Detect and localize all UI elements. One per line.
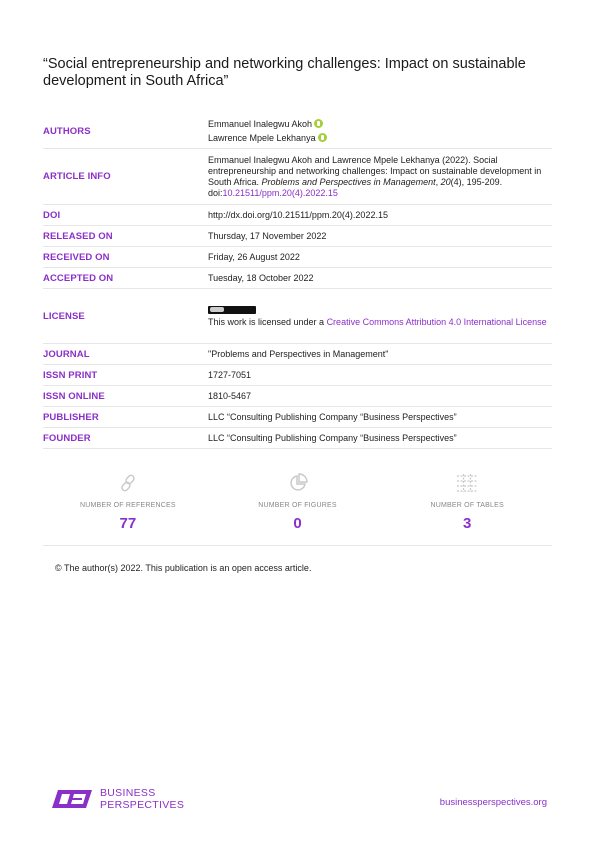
publisher-row bbox=[43, 407, 552, 428]
received-value: Friday, 26 August 2022 bbox=[208, 251, 300, 262]
released-row bbox=[43, 226, 552, 247]
license-value: This work is licensed under a Creative Commons Attribution 4.0 International License bbox=[208, 299, 552, 333]
figures-count: 0 bbox=[293, 515, 302, 532]
author-name[interactable]: Emmanuel Inalegwu Akoh bbox=[208, 119, 313, 129]
authors-row bbox=[43, 115, 552, 149]
issn-online-label: ISSN ONLINE bbox=[43, 390, 105, 402]
business-perspectives-logo-icon bbox=[50, 786, 94, 812]
released-label: RELEASED ON bbox=[43, 230, 113, 242]
tables-label: NUMBER OF TABLES bbox=[430, 502, 504, 509]
released-value: Thursday, 17 November 2022 bbox=[208, 230, 327, 241]
founder-row bbox=[43, 428, 552, 449]
accepted-label: ACCEPTED ON bbox=[43, 272, 114, 284]
accepted-row bbox=[43, 268, 552, 289]
founder-value: LLC “Consulting Publishing Company “Business Perspectives” bbox=[208, 432, 457, 443]
references-stat bbox=[43, 470, 213, 545]
footer-website-link[interactable]: businessperspectives.org bbox=[439, 797, 547, 808]
logo-line-1: BUSINESS bbox=[100, 787, 156, 799]
issn-print-label: ISSN PRINT bbox=[43, 369, 98, 381]
references-count: 77 bbox=[119, 515, 137, 532]
references-label: NUMBER OF REFERENCES bbox=[79, 502, 176, 509]
figures-stat bbox=[213, 470, 383, 545]
table-grid-icon bbox=[454, 470, 480, 496]
pie-chart-icon bbox=[285, 470, 311, 496]
accepted-value: Tuesday, 18 October 2022 bbox=[208, 272, 314, 283]
journal-value: "Problems and Perspectives in Management" bbox=[208, 348, 389, 359]
article-info-value: Emmanuel Inalegwu Akoh and Lawrence Mpele Lekhanya (2022). Social entrepreneurship and networking challenges: Impact on sustainable development in South Africa. Problems and Perspectives in Management, 20(4), 195-209. doi:10.21511/ppm.20(4).2022.15 bbox=[208, 154, 542, 198]
business-perspectives-logo[interactable] bbox=[50, 786, 184, 812]
doi-value[interactable]: http://dx.doi.org/10.21511/ppm.20(4).2022.15 bbox=[208, 209, 388, 220]
article-title: “Social entrepreneurship and networking challenges: Impact on sustainable development in South Africa” bbox=[43, 56, 526, 89]
authors-label: AUTHORS bbox=[43, 126, 91, 137]
tables-stat bbox=[382, 470, 552, 545]
article-info-table bbox=[43, 115, 552, 449]
doi-label: DOI bbox=[43, 209, 61, 221]
author-name[interactable]: Lawrence Mpele Lekhanya bbox=[208, 133, 316, 143]
article-info-label: ARTICLE INFO bbox=[43, 171, 111, 182]
article-info-row bbox=[43, 149, 552, 205]
doi-link[interactable]: 10.21511/ppm.20(4).2022.15 bbox=[222, 187, 338, 198]
issn-online-row bbox=[43, 386, 552, 407]
tables-count: 3 bbox=[463, 515, 472, 532]
copyright-notice: © The author(s) 2022. This publication is an open access article. bbox=[55, 563, 312, 573]
doi-row bbox=[43, 205, 552, 226]
link-chain-icon bbox=[115, 470, 141, 496]
journal-row bbox=[43, 344, 552, 365]
authors-value bbox=[208, 114, 552, 149]
received-label: RECEIVED ON bbox=[43, 251, 110, 263]
stats-section bbox=[43, 470, 552, 546]
license-link[interactable]: Creative Commons Attribution 4.0 International License bbox=[326, 316, 547, 327]
received-row bbox=[43, 247, 552, 268]
issn-print-value: 1727-7051 bbox=[208, 369, 252, 380]
logo-line-2: PERSPECTIVES bbox=[100, 799, 185, 811]
issn-print-row bbox=[43, 365, 552, 386]
founder-label: FOUNDER bbox=[43, 432, 91, 444]
license-label: LICENSE bbox=[43, 310, 85, 322]
license-row bbox=[43, 289, 552, 344]
issn-online-value: 1810-5467 bbox=[208, 390, 252, 401]
cc-by-badge-icon[interactable] bbox=[208, 306, 256, 314]
orcid-icon[interactable] bbox=[318, 133, 327, 142]
journal-label: JOURNAL bbox=[43, 348, 90, 360]
publisher-value: LLC “Consulting Publishing Company “Business Perspectives” bbox=[208, 411, 457, 422]
figures-label: NUMBER OF FIGURES bbox=[258, 502, 337, 509]
publisher-label: PUBLISHER bbox=[43, 411, 99, 423]
orcid-icon[interactable] bbox=[314, 119, 323, 128]
